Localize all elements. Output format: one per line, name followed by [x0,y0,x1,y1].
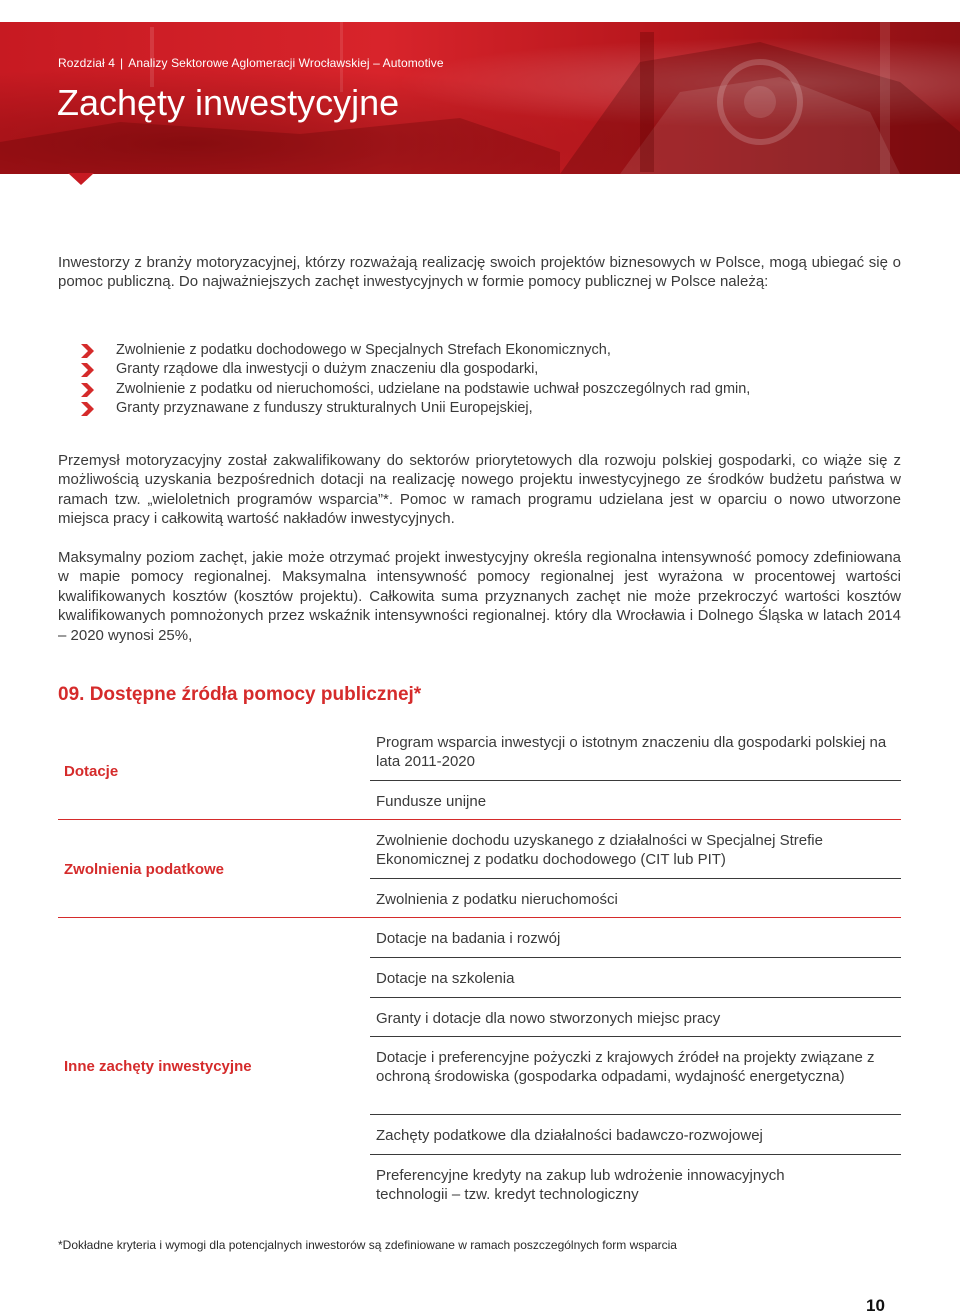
table-item: Zachęty podatkowe dla działalności badawczo-rozwojowej [376,1127,763,1144]
item-divider [370,1154,901,1155]
list-item-text: Granty przyznawane z funduszy strukturalnych Unii Europejskiej, [116,400,533,417]
table-item: Dotacje na szkolenia [376,970,515,987]
chevron-right-icon [80,402,96,416]
table-item: Zwolnienia z podatku nieruchomości [376,891,618,908]
list-item [78,399,750,418]
category-zwolnienia-podatkowe: Zwolnienia podatkowe [64,861,225,878]
chapter-label: Rozdział 4 [58,56,116,70]
chevron-right-icon [80,344,96,358]
breadcrumb-separator: | [120,56,124,70]
table-item: Granty i dotacje dla nowo stworzonych miejsc pracy [376,1010,721,1027]
category-divider [58,819,901,820]
list-item [78,360,750,379]
list-item [78,380,750,399]
item-divider [370,957,901,958]
table-item: Dotacje na badania i rozwój [376,930,561,947]
incentives-list [78,341,750,419]
page-number: 10 [866,1296,885,1315]
list-item-text: Zwolnienie z podatku dochodowego w Specjalnych Strefach Ekonomicznych, [116,342,611,358]
table-item: Dotacje i preferencyjne pożyczki z krajowych źródeł na projekty związane z ochroną środowiska (gospodarka odpadami, wydajność energetyczna) [376,1049,875,1086]
category-divider [58,917,901,918]
item-divider [370,878,901,879]
category-inne-zachety: Inne zachęty inwestycyjne [64,1058,252,1075]
chevron-right-icon [80,363,96,377]
header-banner [0,22,960,174]
banner-notch [68,173,94,185]
table-item: Preferencyjne kredyty na zakup lub wdrożenie innowacyjnych technologii – tzw. kredyt technologiczny [376,1167,785,1204]
category-dotacje: Dotacje [64,763,119,780]
section-label: Analizy Sektorowe Aglomeracji Wrocławskiej – Automotive [128,56,444,70]
list-item [78,341,750,360]
item-divider [370,780,901,781]
item-divider [370,1036,901,1037]
table-heading: 09. Dostępne źródła pomocy publicznej* [58,684,422,705]
automotive-priority-paragraph: Przemysł motoryzacyjny został zakwalifikowany do sektorów priorytetowych dla rozwoju polskiej gospodarki, co wiąże się z możliwością uzyskania bezpośrednich dotacji na realizację nowego projektu inwestycyjnego ze środków budżetu państwa w ramach tzw. „wieloletnich programów wsparcia”*. Pomoc w ramach programu udzielana jest w oparciu o nowo utworzone miejsca pracy i całkowitą wartość nakładów inwestycyjnych. [58,452,901,528]
table-item: Fundusze unijne [376,793,487,810]
item-divider [370,997,901,998]
item-divider [370,1114,901,1115]
list-item-text: Zwolnienie z podatku od nieruchomości, udzielane na podstawie uchwał poszczególnych rad gmin, [116,380,751,397]
intro-paragraph: Inwestorzy z branży motoryzacyjnej, którzy rozważają realizację swoich projektów biznesowych w Polsce, mogą ubiegać się o pomoc publiczną. Do najważniejszych zachęt inwestycyjnych w formie pomocy publicznej w Polsce należą: [58,254,901,291]
table-item: Program wsparcia inwestycji o istotnym znaczeniu dla gospodarki polskiej na lata 2011-2020 [376,734,887,771]
table-item: Zwolnienie dochodu uzyskanego z działalności w Specjalnej Strefie Ekonomicznej z podatku dochodowego (CIT lub PIT) [376,832,823,869]
chevron-right-icon [80,383,96,397]
aid-intensity-paragraph: Maksymalny poziom zachęt, jakie może otrzymać projekt inwestycyjny określa regionalna intensywność pomocy zdefiniowana w mapie pomocy regionalnej. Maksymalna intensywność pomocy regionalnej jest wyrażona w procentowej wartości kwalifikowanych kosztów (kosztów projektu). Całkowita suma przyznanych zachęt nie może przekroczyć wartości kosztów kwalifikowanych pomnożonych przez wskaźnik intensywności regionalnej. który dla Wrocławia i Dolnego Śląska w latach 2014 – 2020 wynosi 25%, [58,549,901,644]
page-title: Zachęty inwestycyjne [57,82,400,123]
footnote: *Dokładne kryteria i wymogi dla potencjalnych inwestorów są zdefiniowane w ramach poszczególnych form wsparcia [58,1238,677,1252]
list-item-text: Granty rządowe dla inwestycji o dużym znaczeniu dla gospodarki, [116,361,539,378]
breadcrumb [58,56,444,70]
